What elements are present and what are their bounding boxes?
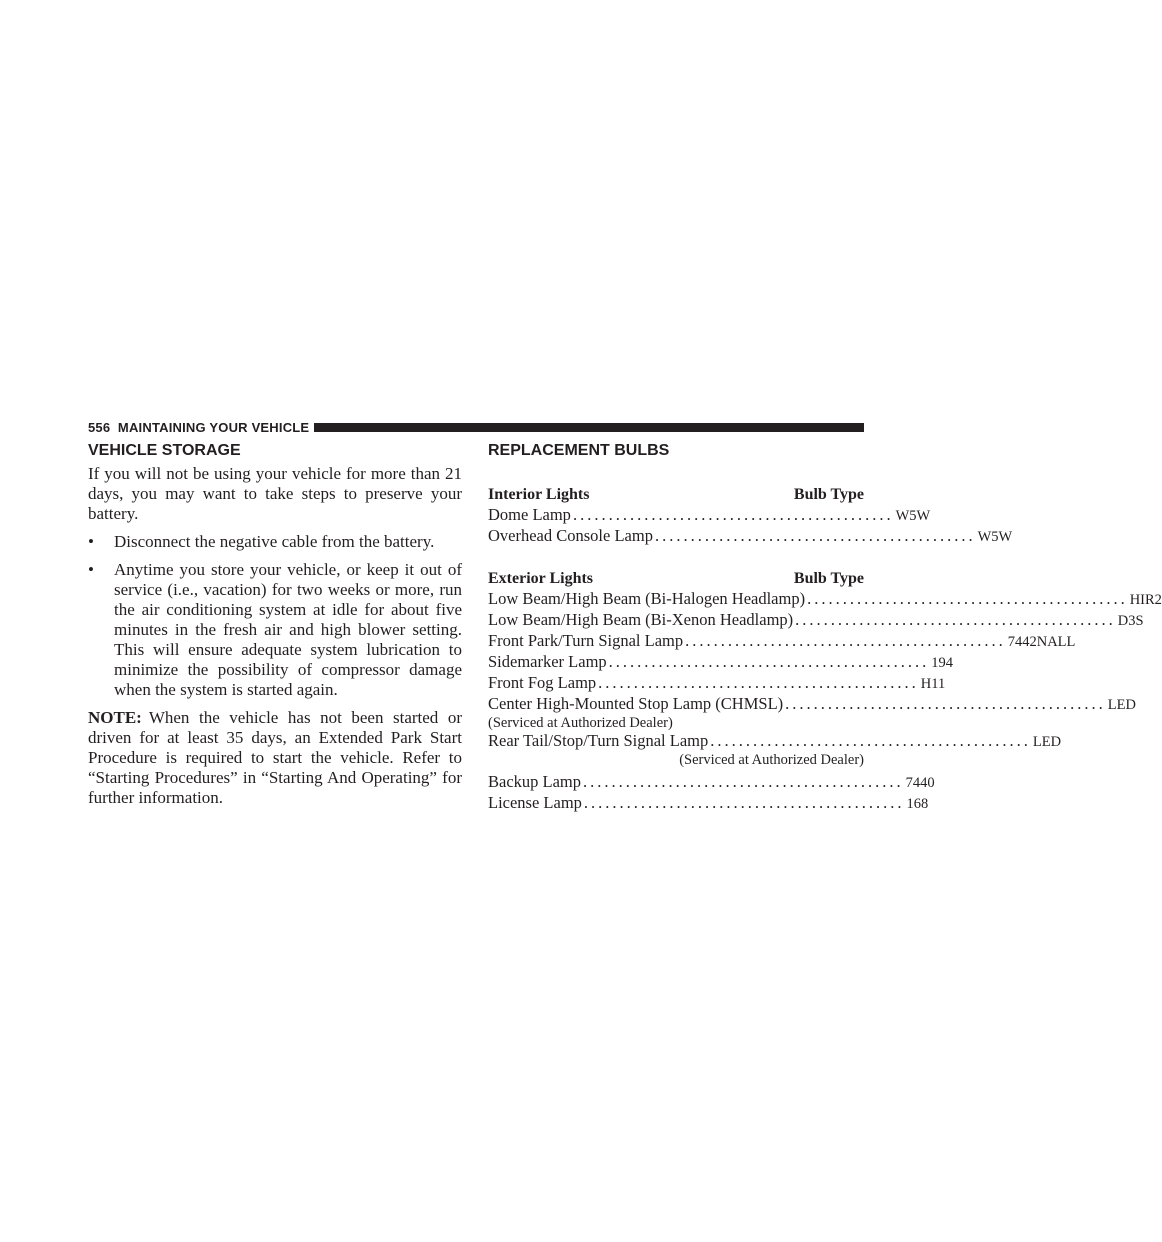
bulb-type: 168 xyxy=(906,796,929,812)
bulb-label: License Lamp xyxy=(488,793,582,812)
vehicle-storage-intro: If you will not be using your vehicle for more than 21 days, you may want to take steps to preserve your battery. xyxy=(88,464,462,523)
header-rule xyxy=(314,423,864,432)
interior-lights-header xyxy=(488,485,864,505)
page-header xyxy=(88,419,864,437)
bullet-item xyxy=(88,560,462,700)
bulb-label: Sidemarker Lamp xyxy=(488,652,607,671)
header-text xyxy=(88,419,309,437)
bulb-label: Front Fog Lamp xyxy=(488,673,597,692)
leader-dots: ............................................. xyxy=(710,731,1031,750)
replacement-bulbs-title: REPLACEMENT BULBS xyxy=(488,442,670,459)
bullet-text: Anytime you store your vehicle, or keep it out of service (i.e., vacation) for two weeks or more, run the air conditioning system at idle for about five minutes in the fresh air and high blower setting. This will ensure adequate system lubrication to minimize the possibility of compressor damage when the system is started again. xyxy=(114,560,462,699)
section-title: MAINTAINING YOUR VEHICLE xyxy=(117,420,310,435)
bullet-item xyxy=(88,532,462,552)
bulb-type: 7442NALL xyxy=(1007,634,1076,650)
bulb-type: LED xyxy=(1107,697,1136,713)
bulb-type: LED xyxy=(1032,734,1062,750)
bulb-row xyxy=(488,589,1162,610)
bulb-row xyxy=(488,526,1013,547)
vehicle-storage-title: VEHICLE STORAGE xyxy=(88,442,241,459)
leader-dots: ............................................. xyxy=(572,505,894,524)
bulb-type: W5W xyxy=(977,529,1013,545)
bulb-label: Front Park/Turn Signal Lamp xyxy=(488,631,684,650)
bulb-service-note: (Serviced at Authorized Dealer) xyxy=(488,715,673,731)
bulb-label: Overhead Console Lamp xyxy=(488,526,653,545)
bulb-type: H11 xyxy=(920,676,946,692)
interior-bulb-type-heading: Bulb Type xyxy=(793,486,864,503)
note-text: When the vehicle has not been started or driven for at least 35 days, an Extended Park Start Procedure is required to start the vehicle. Refer to “Starting Procedures” in “Starting And Operating” for further information. xyxy=(88,708,462,807)
bulb-type: W5W xyxy=(895,508,931,524)
bulb-row xyxy=(488,631,1076,652)
bulb-type: 7440 xyxy=(905,775,935,791)
bulb-label: Center High-Mounted Stop Lamp (CHMSL) xyxy=(488,694,784,713)
bulb-row xyxy=(488,694,1136,715)
exterior-lights-heading: Exterior Lights xyxy=(488,570,594,587)
exterior-lights-header xyxy=(488,569,864,589)
bulb-row xyxy=(488,652,954,673)
bulb-label: Rear Tail/Stop/Turn Signal Lamp xyxy=(488,731,709,750)
bulb-service-note: (Serviced at Authorized Dealer) xyxy=(679,752,864,768)
bulb-row xyxy=(488,673,946,694)
leader-dots: ............................................. xyxy=(598,673,919,692)
leader-dots: ............................................. xyxy=(685,631,1006,650)
bulb-type: HIR2 xyxy=(1129,592,1162,608)
page-number: 556 xyxy=(88,420,111,435)
bullet-icon: • xyxy=(88,560,94,579)
bulb-row xyxy=(488,793,929,814)
leader-dots: ............................................. xyxy=(654,526,976,545)
interior-lights-heading: Interior Lights xyxy=(488,486,590,503)
bullet-text: Disconnect the negative cable from the battery. xyxy=(114,532,435,551)
leader-dots: ............................................. xyxy=(583,793,905,812)
bulb-row xyxy=(488,610,1144,631)
bulb-row xyxy=(488,731,1062,752)
bulb-type: 194 xyxy=(931,655,954,671)
bulb-label: Dome Lamp xyxy=(488,505,571,524)
note-label: NOTE: xyxy=(88,708,142,727)
leader-dots: ............................................. xyxy=(807,589,1128,608)
exterior-bulb-type-heading: Bulb Type xyxy=(793,570,864,587)
replacement-bulbs-section xyxy=(488,441,1162,814)
bullet-icon: • xyxy=(88,532,94,551)
leader-dots: ............................................. xyxy=(795,610,1116,629)
leader-dots: ............................................. xyxy=(608,652,930,671)
bulb-type: D3S xyxy=(1117,613,1144,629)
bulb-row xyxy=(488,772,935,793)
note-paragraph xyxy=(88,708,462,808)
vehicle-storage-section xyxy=(88,441,462,816)
bulb-label: Low Beam/High Beam (Bi-Xenon Headlamp) xyxy=(488,610,794,629)
bulb-label: Low Beam/High Beam (Bi-Halogen Headlamp) xyxy=(488,589,806,608)
bulb-label: Backup Lamp xyxy=(488,772,582,791)
bulb-row xyxy=(488,505,931,526)
leader-dots: ............................................. xyxy=(583,772,904,791)
leader-dots: ............................................. xyxy=(785,694,1106,713)
